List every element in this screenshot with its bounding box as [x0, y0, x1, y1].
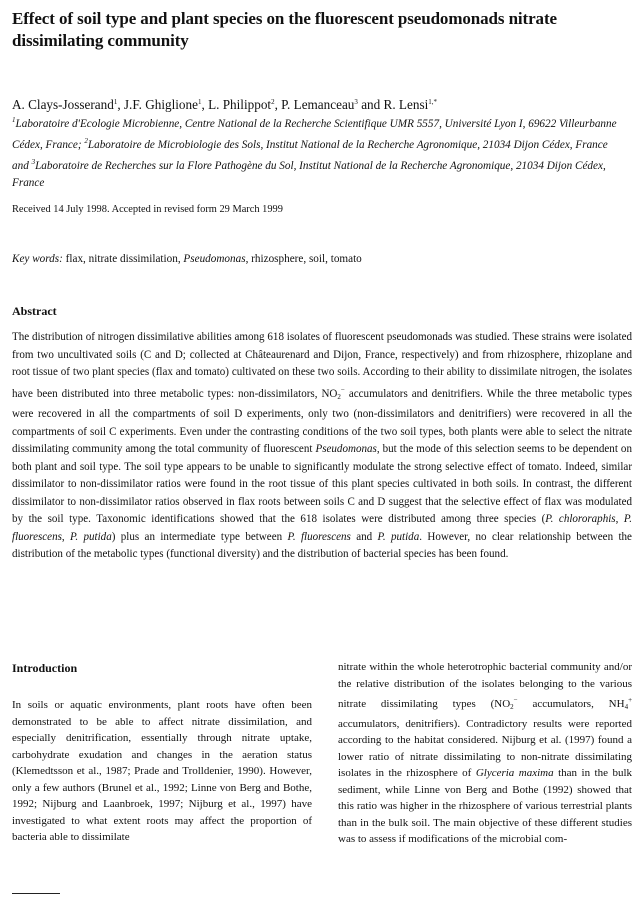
- author-list: A. Clays-Josserand$^1$, J.F. Ghiglione$^1$, L. Philippot$^2$, P. Lemanceau$^3$ and R. Lensi$^{1,*}$: [12, 97, 437, 112]
- author-5-affil-mark: 1,*: [428, 98, 437, 106]
- affiliation-1: Laboratoire d'Ecologie Microbienne, Centre National de la Recherche Scientifique UMR 5557, Université Lyon I, 69622 Villeurbanne Cédex, France;: [12, 118, 617, 151]
- author-2-affil-mark: 1: [197, 98, 202, 106]
- author-5: R. Lensi$^{1,*}$: [383, 97, 437, 112]
- author-1-affil-mark: 1: [113, 98, 118, 106]
- abstract-text: The distribution of nitrogen dissimilative abilities among 618 isolates of fluorescent pseudomonads was studied. These strains were isolated from two uncultivated soils (C and D; collected at Châteaurenard and Dijon, France, respectively) and from rhizosphere, rhizoplane and root tissue of two plant species (flax and tomato) cultivated on these two soils. According to their ability to dissimilate nitrogen, the isolates have been distributed into three metabolic types: non-dissimilators, $NO_2^-$ accumulators and denitrifiers. While the three metabolic types were recovered in all the compartments of soil D experiments, only two (non-dissimilators and denitrifiers) were recovered in all the compartments of soil C experiments. Even under the contrasting conditions of the two soil types, both plants were able to select the nitrate dissimilating community among the total community of fluorescent Pseudomonas, but the mode of this selection seems to be dependent on both plant and soil type. The soil type appears to be unable to significantly modulate the strong selective effect of tomato. Indeed, similar dissimilator to non-dissimilator ratios were found in the root tissue of this plant species cultivated in both soils. In contrast, the different dissimilator to non-dissimilator ratios observed in flax roots between soils C and D suggest that the selective effect of flax was modulated by the soil type. Taxonomic identifications showed that the 618 isolates were distributed among three species (P. chlororaphis, P. fluorescens, P. putida) plus an intermediate type between P. fluorescens and P. putida. However, no clear relationship between the distribution of the metabolic types (functional diversity) and the distribution of bacterial species has been found.: [12, 331, 632, 560]
- keywords-label: Key words:: [12, 253, 63, 265]
- author-1: A. Clays-Josserand$^1$: [12, 97, 118, 112]
- author-3-affil-mark: 2: [271, 98, 275, 106]
- paper-title: Effect of soil type and plant species on the fluorescent pseudomonads nitrate dissimilating community: [12, 9, 557, 50]
- affil-3-mark: 3: [31, 158, 36, 166]
- affiliation-3: Laboratoire de Recherches sur la Flore Pathogène du Sol, Institut National de la Recherche Agronomique, 21034 Dijon Cédex, France: [12, 160, 606, 189]
- introduction-left-column: In soils or aquatic environments, plant roots have often been demonstrated to be able to affect nitrate dissimilation, and especially denitrification, essentially through nitrate uptake, carbohydrate exudation and changes in the aeration status (Klemedtsson et al., 1987; Prade and Trolldenier, 1990). However, only a few authors (Brunel et al., 1992; Linne von Berg and Bothe, 1992; Nijburg and Laanbroek, 1997; Nijburg et al., 1997) have investigated to what extent roots may affect the proportion of bacteria able to dissimilate: [12, 699, 312, 843]
- affil-2-mark: 2: [84, 137, 88, 145]
- author-2: J.F. Ghiglione$^1$: [123, 97, 202, 112]
- affiliation-2: Laboratoire de Microbiologie des Sols, Institut National de la Recherche Agronomique, 21034 Dijon Cédex, France and: [12, 139, 608, 172]
- keywords: Key words: flax, nitrate dissimilation, Pseudomonas, rhizosphere, soil, tomato: [12, 253, 362, 265]
- received-dates: Received 14 July 1998. Accepted in revised form 29 March 1999: [12, 204, 283, 215]
- affiliations: [12, 112, 627, 192]
- affil-1-mark: 1: [12, 116, 16, 124]
- abstract-heading: Abstract: [12, 304, 57, 318]
- introduction-heading: Introduction: [12, 661, 78, 675]
- author-4: P. Lemanceau$^3$: [281, 97, 358, 112]
- introduction-right-column: nitrate within the whole heterotrophic bacterial community and/or the relative distribution of the isolates belonging to the various nitrate dissimilating types ($NO_2^-$ accumulators, $NH_4^+$ accumulators, denitrifiers). Contradictory results were reported according to the habitat considered. Nijburg et al. (1997) found a lower ratio of nitrate dissimilating to non-nitrate dissimilating isolates in the rhizosphere of Glyceria maxima than in the bulk sediment, while Linne von Berg and Bothe (1992) showed that this ratio was higher in the rhizosphere of various terrestrial plants than in the bulk soil. The main objective of these different studies was to assess if modifications of the microbial com-: [338, 661, 633, 845]
- author-3: L. Philippot$^2$: [208, 97, 275, 112]
- author-4-affil-mark: 3: [354, 98, 358, 106]
- footnote-rule: [12, 893, 60, 894]
